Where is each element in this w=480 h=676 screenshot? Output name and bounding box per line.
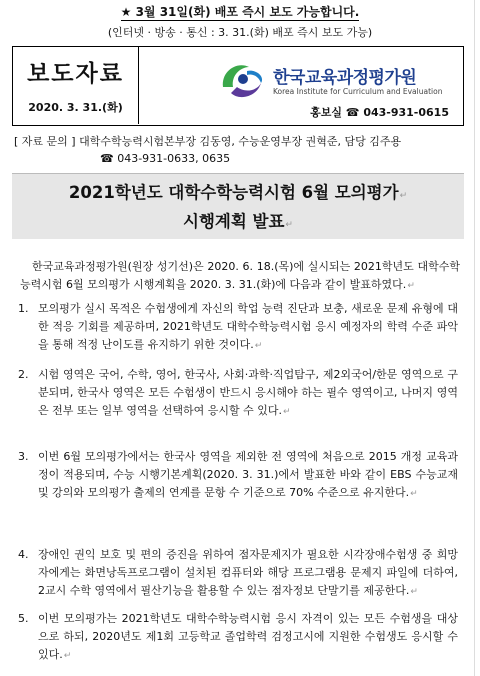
item-number: 3.	[18, 450, 29, 463]
org-name-kr: 한국교육과정평가원	[273, 68, 417, 88]
inquiry-info	[14, 133, 401, 167]
inquiry-line-2: ☎ 043-931-0633, 0635	[100, 152, 231, 165]
embargo-line-2: (인터넷 · 방송 · 통신 : 3. 31.(화) 배포 즉시 보도 가능)	[107, 26, 373, 39]
return-mark-icon: ↵	[399, 191, 408, 201]
item-text: 장애인 권익 보호 및 편의 증진을 위하여 점자문제지가 필요한 시각장애수험생 중 희망자에게는 화면낭독프로그램이 설치된 컴퓨터와 해당 프로그램용 문제지 파일에 더하여, 2교시 수학 영역에서 필산기능을 활용할 수 있는 점자정보 단말기를 제공한다.	[38, 548, 458, 597]
item-number: 5.	[18, 612, 29, 625]
item-text: 모의평가 실시 목적은 수험생에게 자신의 학업 능력 진단과 보충, 새로운 문제 유형에 대한 적응 기회를 제공하며, 2021학년도 대학수학능력시험 응시 예정자의 학력 수준 파악을 통해 적정 난이도를 유지하기 위한 것이다.	[38, 302, 458, 351]
press-release-header	[12, 46, 464, 126]
return-mark-icon: ↵	[285, 220, 293, 230]
item-text: 시험 영역은 국어, 수학, 영어, 한국사, 사회·과학·직업탐구, 제2외국어/한문 영역으로 구분되며, 한국사 영역은 모든 수험생이 반드시 응시해야 하는 필수 영역이고, 나머지 영역은 전부 또는 일부 영역을 선택하여 응시할 수 있다.	[38, 368, 458, 417]
intro-paragraph	[20, 258, 460, 295]
header-left-cell	[13, 47, 139, 124]
release-date: 2020. 3. 31.(화)	[28, 101, 123, 114]
headline-line-1: 2021학년도 대학수학능력시험 6월 모의평가	[68, 183, 399, 202]
embargo-line-1: ★ 3월 31일(화) 배포 즉시 보도 가능합니다.	[120, 5, 360, 19]
item-number: 2.	[18, 368, 29, 381]
intro-text: 한국교육과정평가원(원장 성기선)은 2020. 6. 18.(목)에 실시되는 2021학년도 대학수학능력시험 6월 모의평가 시행계획을 2020. 3. 31.(화)에 다음과 같이 발표하였다.	[20, 260, 460, 291]
item-text: 이번 6월 모의평가에서는 한국사 영역을 제외한 전 영역에 처음으로 2015 개정 교육과정이 적용되며, 수능 시행기본계획(2020. 3. 31.)에서 발표한 바와 같이 EBS 수능교재 및 강의와 모의평가 출제의 연계를 문항 수 기준으로 70% 수준으로 유지한다.	[38, 450, 458, 499]
press-release-title: 보도자료	[27, 61, 124, 87]
item-text: 이번 모의평가는 2021학년도 대학수학능력시험 응시 자격이 있는 모든 수험생을 대상으로 하되, 2020년도 제1회 고등학교 졸업학력 검정고시에 지원한 수험생도 응시할 수 있다.	[38, 612, 458, 661]
pr-contact: 홍보실 ☎ 043-931-0615	[310, 106, 449, 119]
headline-box	[12, 173, 464, 239]
item-number: 1.	[18, 302, 29, 315]
org-name-en: Korea Institute for Curriculum and Evaluation	[273, 87, 443, 96]
page-edge	[474, 0, 475, 676]
return-mark-icon: ↵	[407, 281, 415, 291]
kice-logo-icon	[217, 57, 269, 103]
headline-line-2: 시행계획 발표	[183, 212, 285, 231]
return-mark-icon: ↵	[410, 587, 418, 597]
return-mark-icon: ↵	[63, 651, 72, 661]
kice-logo	[217, 57, 447, 103]
embargo-notice	[0, 0, 480, 41]
return-mark-icon: ↵	[283, 407, 291, 417]
return-mark-icon: ↵	[254, 341, 263, 351]
item-number: 4.	[18, 548, 29, 561]
inquiry-line-1: [ 자료 문의 ] 대학수학능력시험본부장 김동영, 수능운영부장 권혁준, 담당 김주용	[14, 135, 402, 148]
return-mark-icon: ↵	[410, 489, 418, 499]
